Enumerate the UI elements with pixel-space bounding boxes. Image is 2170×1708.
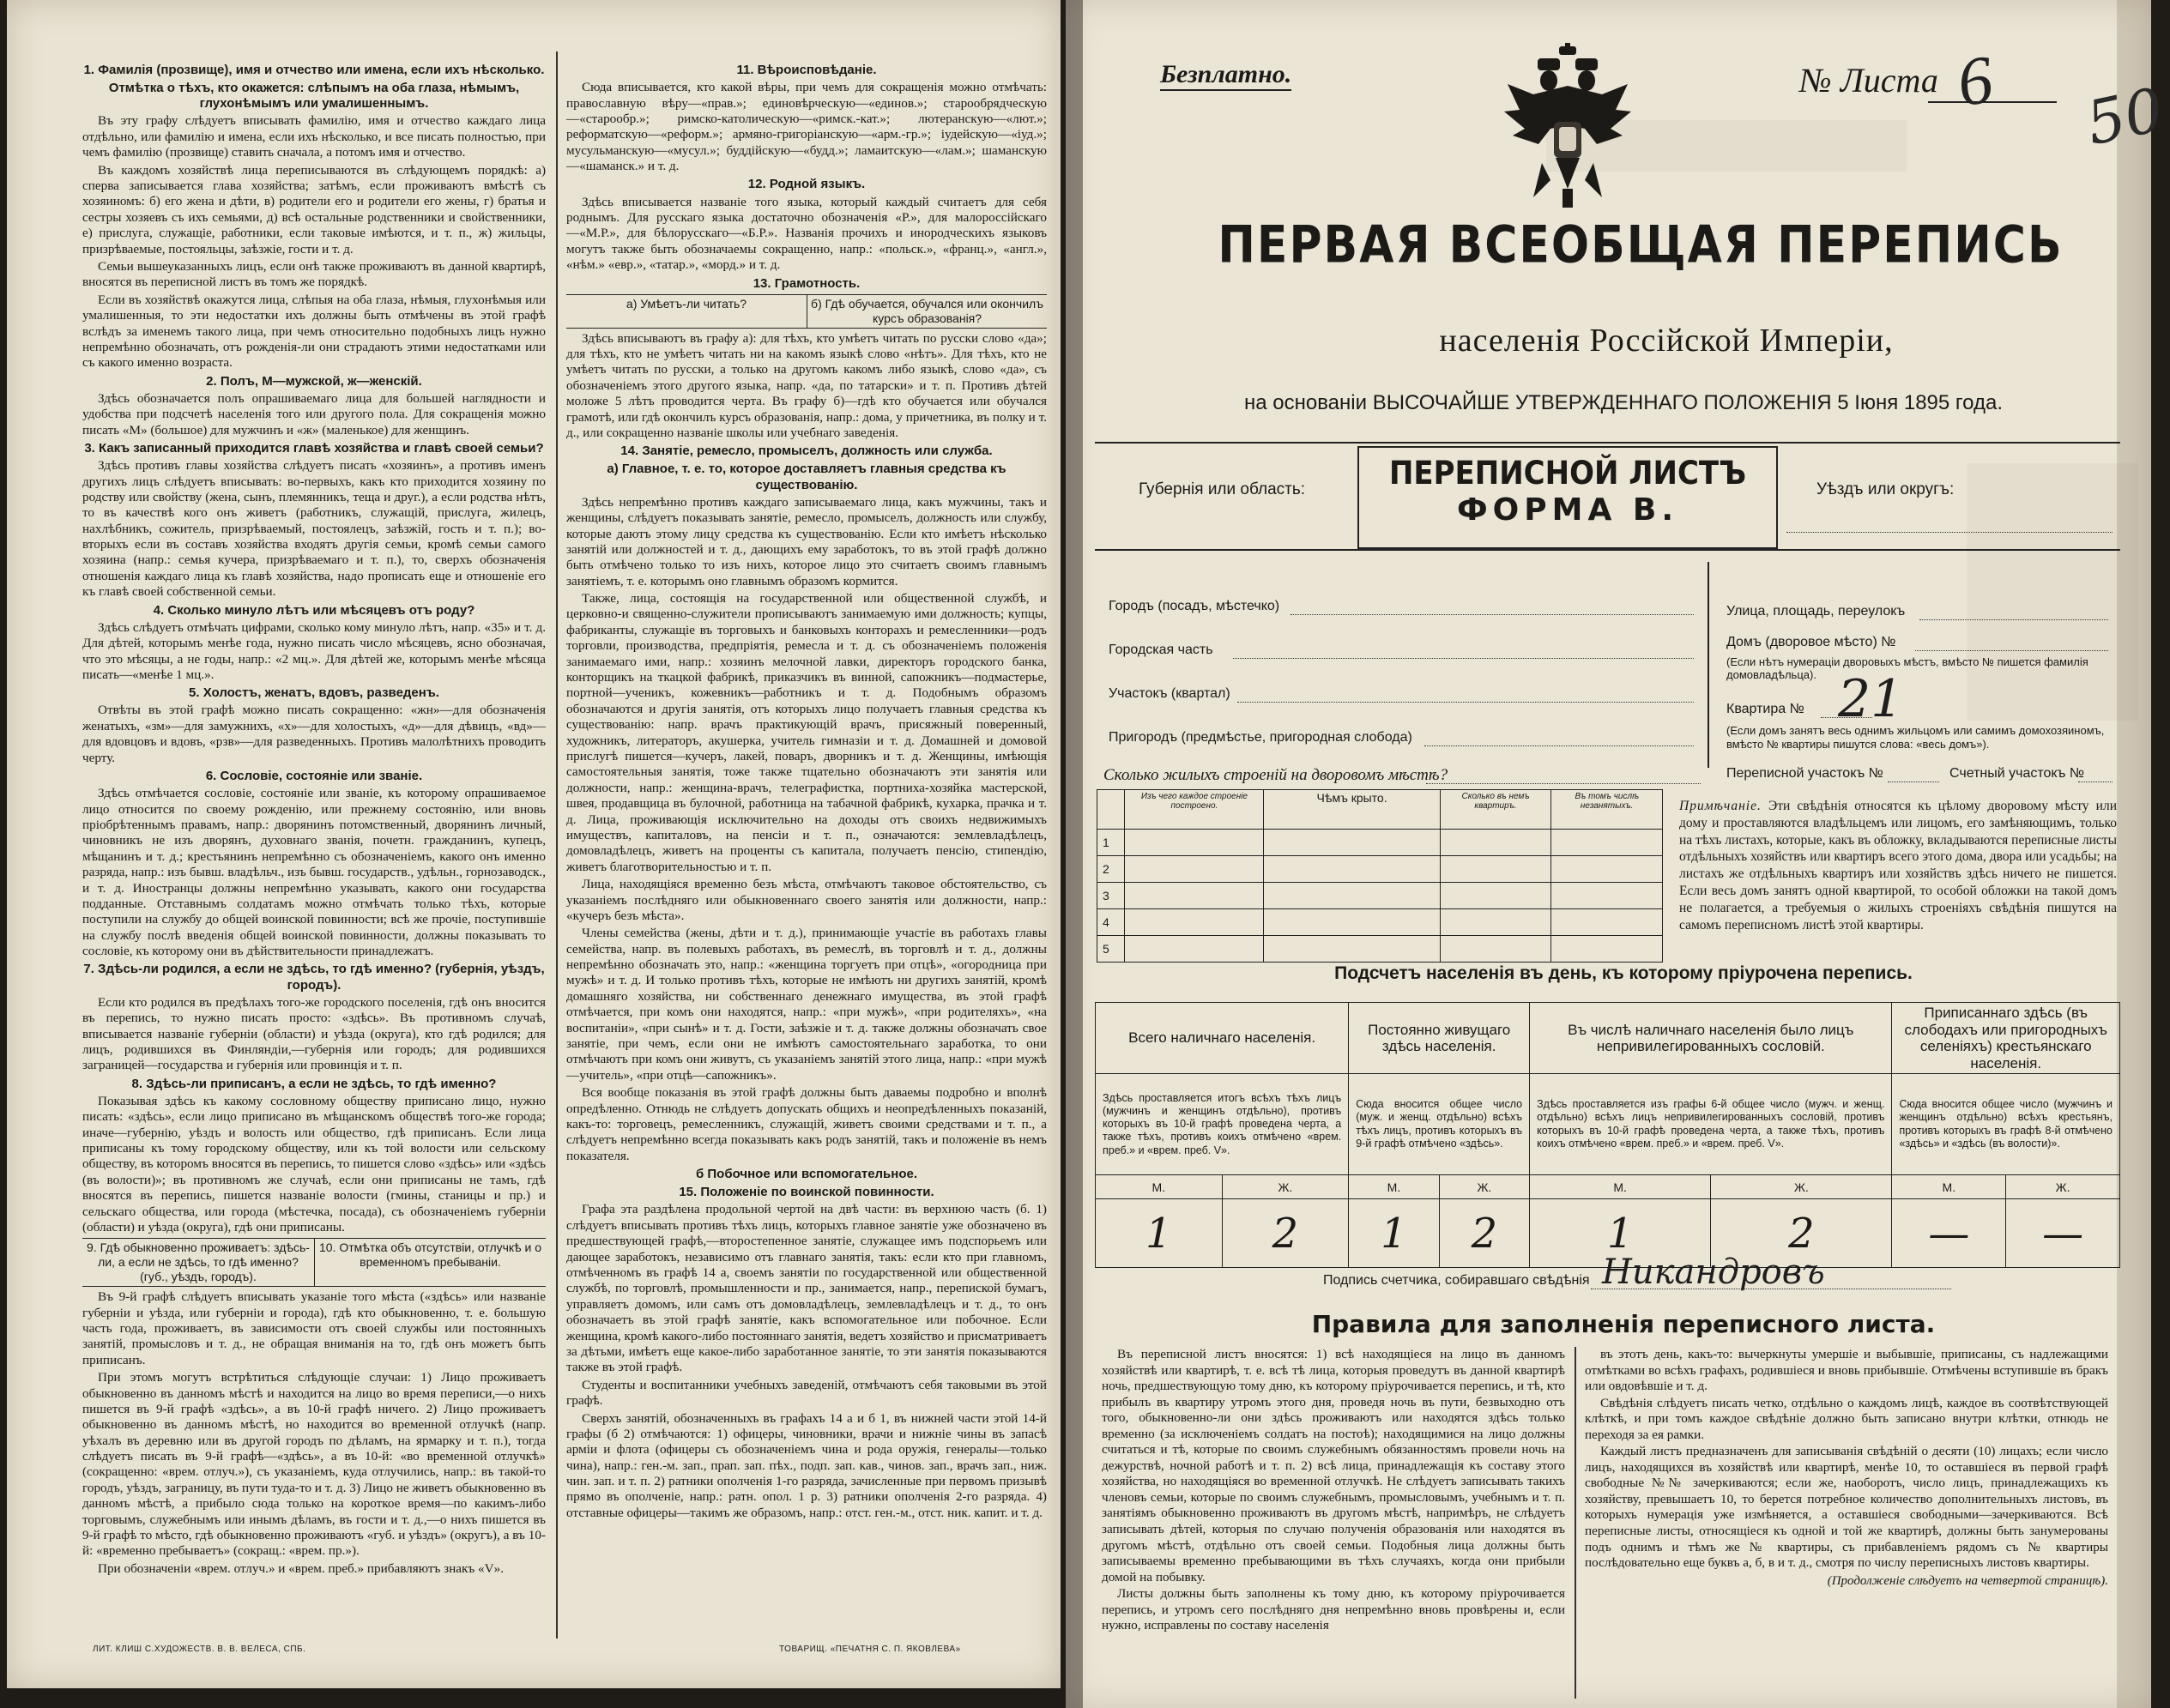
buildings-header-apartments: Сколько въ немъ квартиръ. (1440, 790, 1551, 830)
buildings-cell[interactable] (1125, 830, 1264, 856)
city-part-label: Городская часть (1109, 643, 1213, 657)
paragraph: Лица, находящіяся временно безъ мѣста, отмѣчаютъ таковое обстоятельство, съ указаніемъ послѣдняго или обыкновеннаго своего занятія или должности, напр.: «кучеръ безъ мѣста». (566, 877, 1047, 923)
count-description-cell: Здѣсь проставляется итогъ всѣхъ тѣхъ лицъ (мужчинъ и женщинъ отдѣльно), противъ которыхъ въ 10-й графѣ проведена черта, а также тѣхъ, противъ коихъ отмѣчено «врем. преб.» и «врем. преб. V». (1096, 1074, 1349, 1175)
buildings-header-no (1097, 790, 1125, 830)
paragraph: Также, лица, состоящія на государственной или общественной службѣ, и церковно-и священно-служители прописываютъ занимаемую ими должность; купцы, фабриканты, служащіе въ торговыхъ и банковыхъ конторахъ и ремесленники—родъ торговли, производства, предпріятія, ремесла и т. д. съ обозначеніемъ положенія занимаемаго ими, напр.: хозяинъ мелочной лавки, директоръ городского банка, конторщикъ на ткацкой фабрикѣ, приказчикъ въ винной, сапожникъ—подмастерье, портной—ученикъ, кожевникъ—работникъ и т. д. Подобнымъ образомъ обозначаются и другія занятія, отъ которыхъ лицо получаетъ главныя средства къ существованію: напр. врачъ практикующій врачъ, присяжный поверенный, художникъ, литераторъ, акушерка, учитель гимназіи и т. д. Домашней и домовой прислугѣ пишется—кучеръ, лакей, поваръ, дворникъ и т. д. Женщины, имѣющія самостоятельныя занятія, тоже также тщательно обозначаютъ эти занятія или должности, напр.: женщина-врачъ, телеграфистка, портниха-хозяйка мастерской, швея, продавщица въ булочной, работница на табачной фабрикѣ, кухарка, прачка и т. д. Лица, проживающія исключительно на доходы отъ своихъ недвижимыхъ имуществъ, капиталовъ, на пенсіи и т. п., означаются: землевладѣлецъ, домовладѣлецъ, живетъ на проценты съ капитала, получаетъ пенсію, стипендію, живетъ благотворительностью и т. п. (566, 591, 1047, 874)
count-value-cell[interactable]: 1 (1530, 1199, 1711, 1268)
paragraph: Сюда вписывается, кто какой вѣры, при чемъ для сокращенія можно отмѣчать: православную вѣру—«прав.»; единовѣрческую—«единов.»; старообрядческую—«старообр.»; римско-католическую—«римск.-кат.»; лютеранскую—«лют.»; реформатскую—«реформ.»; армяно-григоріанскую—«арм.-гр.»; іудейскую—«іуд.»; мусульманскую—«мусул.»; буддійскую—«будд.»; ламаитскую—«лам.»; шаманскую—«шаманск.» и т. д. (566, 80, 1047, 174)
male-label: М. (1096, 1175, 1223, 1199)
count-header-row (1096, 1003, 2120, 1074)
paragraph: Здѣсь вписываютъ въ графу а): для тѣхъ, кто умѣетъ читать по русски слово «да»; для тѣхъ, кто не умѣетъ читать ни на какомъ языкѣ слово «нѣтъ». Для тѣхъ, кто не умѣетъ читать по русски, а только на другомъ какомъ либо языкѣ, слово «да», съ обозначеніемъ этого другого языка, напр. «да, по татарски» и т. п. Противъ дѣтей моложе 5 лѣтъ проводится черта. Въ графу б)—гдѣ кто обучается или обучался грамотѣ, или гдѣ окончилъ курсъ образованія, напр.: дома, у причетника, въ полку и т. д., или сокращенно названіе школы или учебнаго заведенія. (566, 330, 1047, 440)
count-value-cell[interactable]: 1 (1349, 1199, 1439, 1268)
buildings-row-number: 4 (1097, 909, 1125, 936)
count-value-cell[interactable]: — (1892, 1199, 2006, 1268)
buildings-table (1097, 789, 1663, 963)
count-header-cell: Приписаннаго здѣсь (въ слободахъ или пригородныхъ селеніяхъ) крестьянскаго населенія. (1892, 1003, 2120, 1074)
rules-column-1 (1102, 1347, 1565, 1635)
section-field[interactable] (1237, 702, 1694, 703)
rules-title: Правила для заполненія переписного листа. (1311, 1310, 1936, 1338)
buildings-cell[interactable] (1440, 883, 1551, 909)
section-heading: 14. Занятіе, ремесло, промыселъ, должность или служба. (620, 444, 993, 459)
house-field[interactable] (1915, 650, 2108, 651)
paragraph: Въ эту графу слѣдуетъ вписывать фамилію, имя и отчество каждаго лица отдѣльно, или фамилію и имена, если ихъ нѣсколько, и все писать полностью, при чемъ фамилію (прозвище) ставить сначала, а потомъ имя и отчество. (82, 113, 546, 160)
signature-label: Подпись счетчика, собиравшаго свѣдѣнія (1323, 1273, 1590, 1288)
count-description-row (1096, 1074, 2120, 1175)
female-label: Ж. (1439, 1175, 1529, 1199)
printer-imprint-right: ТОВАРИЩ. «ПЕЧАТНЯ С. П. ЯКОВЛЕВА» (779, 1645, 961, 1654)
apartment-field[interactable] (1821, 717, 1872, 718)
paragraph: Если кто родился въ предѣлахъ того-же городского поселенія, гдѣ онъ вносится въ перепись, то нужно писать просто: «здѣсь». Въ противномъ случаѣ, вписывается названіе губерніи (области) и уѣзда (округа), кто гдѣ родился; для лицъ, родившихся въ Финляндіи,—губернія или городъ; для родившихся заграницей—государства и губернія или провинція и т. п. (82, 994, 546, 1073)
female-label: Ж. (1222, 1175, 1349, 1199)
male-label: М. (1892, 1175, 2006, 1199)
section-heading: 3. Какъ записанный приходится главѣ хозяйства и главѣ своей семьи? (84, 440, 544, 456)
buildings-cell[interactable] (1440, 909, 1551, 936)
note-text: Эти свѣдѣнія относятся къ цѣлому дворовому мѣсту или дому и проставляются владѣльцемъ или лицомъ, его замѣняющимъ, только на тѣхъ листахъ, которые, какъ въ обложку, вкладываются переписные листы отдѣльныхъ хозяйствъ или квартиръ всего этого дома, двора или усадьбы; на листахъ же отдѣльныхъ квартиръ или хозяйствъ здѣсь ничего не пишется. Если весь домъ занятъ одной квартирой, то особой обложки на такой домъ не полагается, а требуемыя о жилыхъ строеніяхъ свѣдѣнія пишутся на самомъ переписномъ листѣ этой квартиры. (1679, 799, 2118, 932)
paragraph: Сверхъ занятій, обозначенныхъ въ графахъ 14 а и б 1, въ нижней части этой 14-й графы (б 2) отмѣчаются: 1) офицеры, чиновники, врачи и нижніе чины въ запасѣ арміи и флота (офицеры съ обозначеніемъ чина и рода оружія, генералы—только чина), напр.: ген.-м. зап., прап. зап. пѣх., подп. зап. кав., чинов. зап., врачъ зап., ниж. чин. зап. и т. п. 2) ратники ополченія 1-го разряда, зачисленные при первомъ призывѣ прямо въ ополченіе, напр.: ратн. опол. 1 р. 3) ратники ополченія 2-го разряда. 4) отставные офицеры—такимъ же образомъ, напр.: отст. ген.-м., отст. ник. капит. и т. д. (566, 1410, 1047, 1520)
section-heading: 8. Здѣсь-ли приписанъ, а если не здѣсь, то гдѣ именно? (131, 1076, 497, 1091)
province-label: Губернія или область: (1139, 480, 1306, 498)
buildings-cell[interactable] (1440, 830, 1551, 856)
section-heading: 13. Грамотность. (753, 275, 861, 291)
paragraph: Здѣсь обозначается полъ опрашиваемаго лица для большей наглядности и удобства при подсчетѣ населенія того или другого пола. Для сокращенія можно писать «М» (большое) для мужчинъ и «ж» (маленькое) для женщинъ. (82, 390, 546, 438)
city-label: Городъ (посадъ, мѣстечко) (1109, 599, 1280, 613)
section-subheading: а) Главное, т. е. то, которое доставляетъ главныя средства къ существованію. (607, 462, 1006, 492)
buildings-cell[interactable] (1440, 936, 1551, 963)
paragraph: При этомъ могутъ встрѣтиться слѣдующіе случаи: 1) Лицо проживаетъ обыкновенно въ данномъ мѣстѣ и находится на лицо во время переписи,—о нихъ пишется въ 9-й графѣ «здѣсь», а въ 10-й графѣ ничего. 2) Лицо проживаетъ обыкновенно въ данномъ мѣстѣ, но находится во временной отлучкѣ (напр. уѣхалъ въ деревню или въ другой городъ по дѣламъ, на ярмарку и т. п.), тогда слѣдуетъ писать въ 9-й графѣ—«здѣсь», а въ 10-й: «во временной отлучкѣ» (сокращенно: «врем. отлуч.»), съ указаніемъ, куда отлучились, напр.: въ такой-то городъ, уѣздъ, заграницу, въ пути туда-то и т. д. 3) Лицо не живетъ обыкновенно въ данномъ мѣстѣ, а прибыло сюда только на короткое время—по какимъ-либо торговымъ, служебнымъ или инымъ дѣламъ, въ гости и т. д.,—о нихъ пишется въ 9-й графѣ то мѣсто, гдѣ обыкновенно проживаютъ «губ. и уѣздъ» (округъ), а въ 10-й: «временно пребываетъ» (сокращ.: «врем. пр.»). (82, 1370, 546, 1559)
rules-paragraph: Каждый листъ предназначенъ для записыванія свѣдѣній о десяти (10) лицахъ; если число лицъ, находящихся въ хозяйствѣ или квартирѣ, менѣе 10, то оставшіеся въ первой графѣ свободные №№ зачеркиваются; если же, наоборотъ, число лицъ, принадлежащихъ къ хозяйству, превышаетъ 10, то берется потребное количество дополнительныхъ листовъ, въ которыхъ нумерація уже измѣняется, а оставшіеся свободными—зачеркиваются. Всѣ переписные листы, относящіеся къ одной и той же квартирѣ, должны быть занумерованы подъ однимъ и тѣмъ же № квартиры, съ прибавленіемъ рядомъ съ № квартиры послѣдовательно еще буквъ а, б, в и т. д., смотря по числу переписныхъ листовъ квартиры. (1585, 1444, 2108, 1571)
section-heading: 5. Холостъ, женатъ, вдовъ, разведенъ. (189, 685, 439, 701)
buildings-cell[interactable] (1125, 909, 1264, 936)
form-title: ПЕРЕПИСНОЙ ЛИСТЪ (1388, 455, 1747, 492)
section-subheading: Отмѣтка о тѣхъ, кто окажется: слѣпымъ на оба глаза, нѣмымъ, глухонѣмымъ или умалишеннымъ. (108, 81, 520, 112)
paragraph: Здѣсь вписывается названіе того языка, который каждый считаетъ для себя роднымъ. Для русскаго языка достаточно обозначенія «Р.», для малороссійскаго—«М.Р.», для бѣлорусскаго—«Б.Р.». Названія прочихъ и инородческихъ языковъ могутъ также быть обозначаемы сокращенно, напр.: «польск.», «франц.», «англ.», «нѣм.» «евр.», «татар.», «морд.» и т. д. (566, 194, 1047, 273)
free-of-charge-label: Безплатно. (1160, 60, 1291, 91)
section-heading: б Побочное или вспомогательное. (695, 1167, 918, 1182)
rules-column-2 (1585, 1347, 2108, 1589)
buildings-cell[interactable] (1264, 936, 1440, 963)
count-value-cell[interactable]: — (2006, 1199, 2120, 1268)
form-title-box (1357, 446, 1778, 549)
count-description-cell: Сюда вносится общее число (мужчинъ и женщинъ отдѣльно) всѣхъ крестьянъ, противъ которыхъ въ графѣ 8-й отмѣчено «здѣсь» и «здѣсь (въ волости)». (1892, 1074, 2120, 1175)
section-heading: 2. Полъ, М—мужской, ж—женскій. (206, 373, 422, 389)
paragraph: Здѣсь противъ главы хозяйства слѣдуетъ писать «хозяинъ», а противъ именъ другихъ лицъ слѣдуетъ вписывать: во-первыхъ, какъ кто приходится хозяину по родству или свойству (жена, сынъ, племянникъ, теща и друг.), а если родства нѣтъ, то въ качествѣ кого онъ живетъ (работникъ, служащій, прислуга, жилецъ, нахлѣбникъ, сожитель, призрѣваемый, постоялецъ, заѣзжій, гость и т. п.); во-вторыхъ если въ составъ хозяйства входятъ другія семьи, кромѣ семьи самого хозяина (напр.: семья кучера, призрѣваемаго и т. п.), то, сверхъ обозначенія отношенія каждаго лица къ главѣ хозяйства, надо прописать еще и отношеніе его къ главѣ своей собственной семьи. (82, 458, 546, 600)
archive-number-handwritten: 50 (2080, 74, 2170, 160)
document-subtitle: населенія Россійской Имперіи, (1439, 323, 1894, 359)
section-heading: 15. Положеніе по воинской повинности. (679, 1185, 934, 1200)
paragraph: Вся вообще показанія въ этой графѣ должны быть даваемы подробно и вполнѣ опредѣленно. Отнюдь не слѣдуетъ допускать общихъ и неопредѣленныхъ показаній, какъ-то: торговецъ, ремесленникъ, служащій, живетъ своими средствами и т. п., а слѣдуетъ непремѣнно всегда показывать какъ родъ занятій, такъ и положеніе въ немъ показателя. (566, 1085, 1047, 1163)
rules-paragraph: Листы должны быть заполнены къ тому дню, къ которому пріурочивается перепись, и утромъ сего послѣдняго дня непремѣнно вновь провѣрены и, если нужно, исправлены по составу населенія (1102, 1586, 1565, 1633)
legal-basis-line: на основаніи ВЫСОЧАЙШЕ УТВЕРЖДЕННАГО ПОЛОЖЕНІЯ 5 Іюня 1895 года. (1243, 391, 2003, 414)
paragraph: Здѣсь непремѣнно противъ каждаго записываемаго лица, какъ мужчины, такъ и женщины, слѣдуетъ показывать занятіе, ремесло, промыселъ, должность или службу, которые даютъ этому лицу средства къ существованію. Если кто имѣетъ нѣсколько занятій или должностей и т. д., дающихъ ему заработокъ, то въ этой графѣ должно быть отмѣчено только то изъ нихъ, которое лицо это считаетъ своимъ главнымъ занятіемъ, т. е. которымъ оно главнымъ образомъ кормится. (566, 494, 1047, 588)
buildings-cell[interactable] (1440, 856, 1551, 883)
split-heading (566, 294, 1047, 329)
female-label: Ж. (1711, 1175, 1892, 1199)
buildings-cell[interactable] (1264, 909, 1440, 936)
split-heading-right: 10. Отмѣтка объ отсутствіи, отлучкѣ и о временномъ пребываніи. (314, 1239, 546, 1286)
buildings-row (1097, 883, 1663, 909)
paragraph: Въ каждомъ хозяйствѣ лица переписываются въ слѣдующемъ порядкѣ: а) сперва записывается глава хозяйства; затѣмъ, если проживаютъ вмѣстѣ съ хозяиномъ: б) его жена и дѣти, в) родители его и родители его жены, г) братья и сестры хозяевъ съ ихъ семьями, д) всѣ остальные родственники и свойственники, е) прислуга, служащіе, работники, если таковые имѣются, и т. п., ж) жильцы, призрѣваемые, постояльцы, заѣзжіе, гости и т. д. (82, 162, 546, 257)
uezd-label: Уѣздъ или округъ: (1816, 480, 1955, 498)
city-part-field[interactable] (1233, 658, 1694, 659)
instructions-column-1 (82, 60, 546, 1578)
section-heading: 7. Здѣсь-ли родился, а если не здѣсь, то гдѣ именно? (губернія, уѣздъ, городъ). (83, 962, 545, 993)
buildings-cell[interactable] (1264, 856, 1440, 883)
printer-imprint-left: ЛИТ. КЛИШ С.ХУДОЖЕСТВ. В. В. ВЕЛЕСА, СПБ. (93, 1645, 306, 1654)
buildings-cell[interactable] (1551, 883, 1663, 909)
paragraph: Отвѣты въ этой графѣ можно писать сокращенно: «жн»—для обозначенія женатыхъ, «зм»—для замужнихъ, «х»—для холостыхъ, «д»—для дѣвицъ, «вд»—для вдовцовъ и вдовъ, «рзв»—для разведенныхъ. Противъ малолѣтнихъ проводить черту. (82, 703, 546, 765)
buildings-row-number: 5 (1097, 936, 1125, 963)
count-sex-row (1096, 1175, 2120, 1199)
header-top-rule (1095, 442, 2120, 444)
imperial-eagle-emblem (1499, 43, 1636, 214)
census-area-label: Переписной участокъ № (1726, 766, 1883, 781)
sheet-number-label: № Листа (1799, 61, 1938, 100)
count-header-cell: Въ числѣ наличнаго населенія было лицъ непривилегированныхъ сословій. (1530, 1003, 1892, 1074)
buildings-cell[interactable] (1551, 936, 1663, 963)
buildings-row (1097, 856, 1663, 883)
instructions-column-2 (566, 60, 1047, 1523)
buildings-header-row (1097, 790, 1663, 830)
count-header-cell: Постоянно живущаго здѣсь населенія. (1349, 1003, 1530, 1074)
buildings-cell[interactable] (1264, 830, 1440, 856)
count-value-cell[interactable]: 2 (1711, 1199, 1892, 1268)
buildings-cell[interactable] (1264, 883, 1440, 909)
buildings-note (1679, 798, 2117, 934)
suburb-field[interactable] (1424, 745, 1694, 746)
right-page (1066, 0, 2170, 1708)
suburb-label: Пригородъ (предмѣстье, пригородная слобода) (1109, 730, 1412, 745)
buildings-header-vacant: Въ томъ числѣ незанятыхъ. (1551, 790, 1663, 830)
street-field[interactable] (1919, 619, 2108, 620)
population-count-table (1095, 1002, 2120, 1268)
section-heading: 1. Фамилія (прозвище), имя и отчество или имена, если ихъ нѣсколько. (83, 63, 545, 77)
section-heading: 6. Сословіе, состояніе или званіе. (205, 769, 423, 784)
uezd-field-line (1786, 532, 2113, 533)
street-label: Улица, площадь, переулокъ (1726, 604, 1906, 619)
apartment-note: (Если домъ занятъ весь однимъ жильцомъ или самимъ домохозяиномъ, вмѣсто № квартиры пишутся слова: «весь домъ»). (1726, 724, 2105, 751)
city-field[interactable] (1291, 614, 1694, 615)
left-page (7, 0, 1061, 1688)
house-note: (Если нѣтъ нумераціи дворовыхъ мѣстъ, вмѣсто № пишется фамилія домовладѣльца). (1726, 655, 2088, 681)
paragraph: Если въ хозяйствѣ окажутся лица, слѣпыя на оба глаза, нѣмыя, глухонѣмыя или умалишенныя, то эти недостатки ихъ должны быть отмѣчены въ этой графѣ вслѣдъ за именемъ такого лица, при чемъ относительно подобныхъ лицъ нужно непремѣнно обозначать, отъ рожденія-ли они страдаютъ этими недостатками или съ какого именно возраста. (82, 292, 546, 371)
section-heading: 12. Родной языкъ. (747, 177, 866, 192)
column-divider (556, 51, 558, 1639)
buildings-cell[interactable] (1551, 856, 1663, 883)
population-count-title: Подсчетъ населенія въ день, къ которому пріурочена перепись. (1334, 963, 1913, 983)
count-value-cell[interactable]: 2 (1222, 1199, 1349, 1268)
count-description-cell: Сюда вносится общее число (муж. и женщ. отдѣльно) всѣхъ тѣхъ лицъ, противъ которыхъ въ 9-й графѣ отмѣчено «здѣсь». (1349, 1074, 1530, 1175)
section-label: Участокъ (квартал) (1109, 686, 1230, 701)
buildings-header-roof: Чѣмъ крыто. (1264, 790, 1440, 830)
note-title: Примѣчаніе. (1679, 799, 1762, 813)
address-divider (1708, 562, 1709, 768)
apartment-label: Квартира № (1726, 702, 1804, 716)
paragraph: Здѣсь слѣдуетъ отмѣчать цифрами, сколько кому минуло лѣтъ, напр. «35» и т. д. Для дѣтей, которымъ менѣе года, нужно писать число мѣсяцевъ, ясно обозначая, что это мѣсяцы, а не годы, напр.: «2 мц.». Для дѣтей же, которымъ менѣе мѣсяца писать—«менѣе 1 мц.». (82, 619, 546, 682)
section-heading: 4. Сколько минуло лѣтъ или мѣсяцевъ отъ роду? (153, 602, 475, 618)
buildings-cell[interactable] (1125, 856, 1264, 883)
apartment-number-handwritten: 21 (1838, 669, 1904, 729)
count-description-cell: Здѣсь проставляется изъ графы 6-й общее число (мужч. и женщ. отдѣльно) всѣхъ лицъ непривилегированныхъ сословій, противъ которыхъ въ 10-й графѣ проведена черта, а также тѣхъ, противъ коихъ отмѣчено «врем. преб.» и «врем. преб. V». (1530, 1074, 1892, 1175)
rules-paragraph: въ этотъ день, какъ-то: вычеркнуты умершіе и выбывшіе, приписаны, съ надлежащими отмѣтками во всѣхъ графахъ, родившіеся и вновь прибывшіе. Отмѣчены вступившіе въ бракъ или овдовѣвшіе и т. д. (1585, 1347, 2108, 1394)
buildings-count-field[interactable] (1426, 783, 1701, 784)
rules-paragraph: Въ переписной листъ вносятся: 1) всѣ находящіеся на лицо въ данномъ хозяйствѣ или квартирѣ, т. е. всѣ тѣ лица, которыя проведутъ въ данной квартирѣ ночь, предшествующую тому дню, къ которому пріурочивается перепись, и тѣ, кто прибылъ въ квартиру утромъ этого дня, проведя ночь въ пути, безвыходно отъ того, обыкновенно-ли они здѣсь проживаютъ или находятся здѣсь только временно (за исключеніемъ солдатъ на постоѣ); находящимися на лицо должны считаться и тѣ, которые по своимъ служебнымъ обязанностямъ провели ночь на дежурствѣ, ночной работѣ и т. п. 2) всѣ лица, принадлежащія къ составу этого хозяйства, но находящіяся во временной отлучкѣ. Не слѣдуетъ записывать такихъ членовъ семьи, которые по своимъ служебнымъ, промысловымъ, учебнымъ и т. п. занятіямъ обыкновенно проживаютъ въ другомъ мѣстѣ, напримѣръ, не слѣдуетъ записывать дѣтей, которыя по случаю полученія образованія или находятся въ другомъ мѣстѣ, отдѣльно отъ своей семьи. Подобныя лица должны быть записываемы временно пребывающими въ тѣхъ случаяхъ, когда они прибыли домой на побывку. (1102, 1347, 1565, 1584)
split-heading-right: б) Гдѣ обучается, обучался или окончилъ курсъ образованія? (807, 295, 1047, 328)
rules-paragraph: Свѣдѣнія слѣдуетъ писать четко, отдѣльно о каждомъ лицѣ, каждое въ соотвѣтствующей клѣткѣ, и при томъ каждое свѣдѣніе должно быть записано внутри клѣтки, отнюдь не переходя за ея рамки. (1585, 1395, 2108, 1442)
buildings-row (1097, 830, 1663, 856)
section-heading: 11. Вѣроисповѣданіе. (736, 63, 877, 77)
buildings-table-body (1097, 830, 1663, 963)
split-heading-left: а) Умѣетъ-ли читать? (626, 296, 747, 311)
count-value-cell[interactable]: 2 (1439, 1199, 1529, 1268)
male-label: М. (1349, 1175, 1439, 1199)
document-title: ПЕРВАЯ ВСЕОБЩАЯ ПЕРЕПИСЬ (1218, 215, 2064, 275)
buildings-row (1097, 936, 1663, 963)
buildings-row-number: 1 (1097, 830, 1125, 856)
buildings-cell[interactable] (1551, 909, 1663, 936)
form-type: ФОРМА В. (1456, 492, 1679, 528)
paragraph: Здѣсь отмѣчается сословіе, состояніе или званіе, къ которому опрашиваемое лицо относится по своему рожденію, или прежнему состоянію, или вновь пріобрѣтеннымъ правамъ, напр.: дворянинъ потомственный, дворянинъ личный, чиновникъ не изъ дворянъ, духовнаго званія, почетн. гражданинъ, купецъ, мѣщанинъ и т. д.; крестьянинъ непремѣнно съ обозначеніемъ, какого онъ именно разряда, напр.: изъ бывш. владѣльч., изъ бывш. государств., удѣльн., горнозаводск., и т. д. Иностранцы должны непремѣнно указывать, какого они государства подданные. Отставнымъ солдатамъ можно отмѣчать только тѣхъ, которые поступили на службу до общей воинской повинности; всѣ же прочіе, поступившіе на службу послѣ введенія общей воинской повинности, должны показывать то сословіе, къ которому они въ дѣйствительности принадлежатъ. (82, 786, 546, 959)
split-heading (82, 1238, 546, 1287)
paragraph: Семьи вышеуказанныхъ лицъ, если онѣ также проживаютъ въ данной квартирѣ, вносятся въ переписной листъ въ томъ же порядкѣ. (82, 258, 546, 290)
paragraph: Показывая здѣсь къ какому сословному обществу приписано лицо, нужно писать: «здѣсь», если лицо приписано въ мѣщанскомъ обществѣ того-же города; иначе—губернію, уѣздъ и волость или общество, гдѣ приписанъ. Если лица приписаны къ тому городскому обществу, или къ той волости или сельскому обществу, въ которомъ вносятся въ перепись, то пишется слово «здѣсь» или «здѣсь (въ волости)»; въ противномъ же случаѣ, если они приписаны не тамъ, гдѣ вносятся въ перепись, пишется названіе волости (гмины, станицы и пр.) и сельскаго общества, или города (мѣстечка, посада), съ обозначеніемъ губерніи (области) и уѣзда (округа), гдѣ они приписаны. (82, 1093, 546, 1234)
count-header-cell: Всего наличнаго населенія. (1096, 1003, 1349, 1074)
female-label: Ж. (2006, 1175, 2120, 1199)
house-label: Домъ (дворовое мѣсто) № (1726, 635, 1896, 649)
buildings-cell[interactable] (1551, 830, 1663, 856)
paragraph: Студенты и воспитанники учебныхъ заведеній, отмѣчаютъ себя таковыми въ этой графѣ. (566, 1377, 1047, 1409)
rules-divider (1575, 1347, 1576, 1699)
paragraph: Члены семейства (жены, дѣти и т. д.), принимающіе участіе въ работахъ главы семейства, напр. въ полевыхъ работахъ, въ ремеслѣ, въ торговлѣ и т. д., должны непремѣнно обозначать это, напр.: «женщина торгуетъ при отцѣ», «огородница при мужѣ» и т. д. И только противъ тѣхъ, которые не имѣютъ ни другихъ занятій, кромѣ домашняго хозяйства, ни собственнаго денежнаго имущества, въ этой графѣ отмѣчается, при комъ они находятся, напр.: «при мужѣ», «при родителяхъ», «на воспитаніи», «при сынѣ» и т. д. Гости, заѣзжіе и т. д. также должны обозначать свое занятіе, при чемъ, если они не имѣютъ самостоятельнаго заработка, то они отмѣчаютъ при комъ они живутъ, съ указаніемъ занятій этого лица, напр.: «при мужѣ—учитель», «при отцѣ—сапожникъ». (566, 926, 1047, 1083)
buildings-row (1097, 909, 1663, 936)
header-bottom-rule (1095, 549, 2120, 551)
buildings-row-number: 3 (1097, 883, 1125, 909)
male-label: М. (1530, 1175, 1711, 1199)
sheet-number-handwritten: 6 (1953, 41, 1998, 122)
split-heading-left: 9. Гдѣ обыкновенно проживаетъ: здѣсь-ли, а если не здѣсь, то гдѣ именно? (губ., уѣздъ, городъ). (87, 1240, 310, 1284)
buildings-question: Сколько жилыхъ строеній на дворовомъ мѣстѣ? (1103, 766, 1448, 784)
buildings-row-number: 2 (1097, 856, 1125, 883)
continued-note: (Продолженіе слѣдуетъ на четвертой страницѣ). (1827, 1573, 2108, 1588)
count-area-label: Счетный участокъ № (1949, 766, 2085, 781)
buildings-cell[interactable] (1125, 883, 1264, 909)
paragraph: Графа эта раздѣлена продольной чертой на двѣ части: въ верхнюю часть (б. 1) слѣдуетъ вписывать противъ тѣхъ лицъ, которыхъ главное занятіе уже обозначено въ предшествующей графѣ,—второстепенное занятіе, служащее имъ подспорьемъ или дающее заработокъ, независимо отъ главнаго занятія, такъ: если кто при главномъ, отмѣченномъ въ графѣ 14 а, своемъ занятіи по государственной или общественной службѣ, по торговлѣ, промышленности и пр., занимается, напр., перепиской бумагъ, управляетъ домомъ, или самъ отъ домовладѣлецъ, землевладѣлецъ и т. д., то онъ обозначаетъ въ этой графѣ занятіе, какъ вспомогательное или побочное. Если женщина, кромѣ какого-либо постояннаго занятія, ведетъ хозяйство и присматриваетъ за дѣтьми, имѣетъ еще какое-либо заработанное занятіе, то эти занятія показываются также въ этой графѣ. (566, 1202, 1047, 1375)
paragraph: Въ 9-й графѣ слѣдуетъ вписывать указаніе того мѣста («здѣсь» или названіе губерніи и уѣзда, или губерніи и города), гдѣ кто обыкновенно, т. е. большую часть года, проживаетъ, въ зависимости отъ своей службы или постоянныхъ занятій, промысловъ и т. д., не обращая вниманія на то, гдѣ онъ можетъ быть приписанъ. (82, 1289, 546, 1367)
enumerator-signature: Никандровъ (1602, 1252, 1825, 1292)
buildings-header-material: Изъ чего каждое строеніе построено. (1125, 790, 1264, 830)
buildings-cell[interactable] (1125, 936, 1264, 963)
paragraph: При обозначеніи «врем. отлуч.» и «врем. преб.» прибавляютъ знакъ «V». (98, 1560, 505, 1576)
count-value-cell[interactable]: 1 (1096, 1199, 1223, 1268)
